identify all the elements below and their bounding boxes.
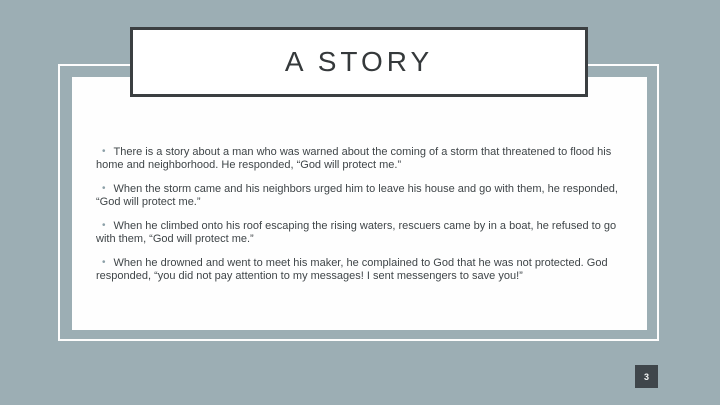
bullet-item xyxy=(96,146,631,172)
bullet-item xyxy=(96,257,631,283)
bullet-text: There is a story about a man who was warned about the coming of a storm that threatened to flood his home and neighborhood. He responded, “God will protect me.” xyxy=(96,146,612,171)
bullet-list xyxy=(96,146,631,294)
bullet-item xyxy=(96,183,631,209)
bullet-text: When he climbed onto his roof escaping the rising waters, rescuers came by in a boat, he refused to go with them, “God will protect me.” xyxy=(96,220,617,245)
slide-title: A STORY xyxy=(284,46,434,77)
title-box xyxy=(130,27,588,97)
page-number-badge xyxy=(635,365,658,388)
bullet-text: When he drowned and went to meet his maker, he complained to God that he was not protected. God responded, “you did not pay attention to my messages! I sent messengers to save you!” xyxy=(96,257,608,282)
bullet-item xyxy=(96,220,631,246)
bullet-dot-icon: • xyxy=(102,257,106,268)
bullet-dot-icon: • xyxy=(102,146,106,157)
bullet-text: When the storm came and his neighbors urged him to leave his house and go with them, he responded, “God will protect me.” xyxy=(96,183,618,208)
bullet-dot-icon: • xyxy=(102,183,106,194)
bullet-dot-icon: • xyxy=(102,220,106,231)
page-number: 3 xyxy=(643,371,649,382)
